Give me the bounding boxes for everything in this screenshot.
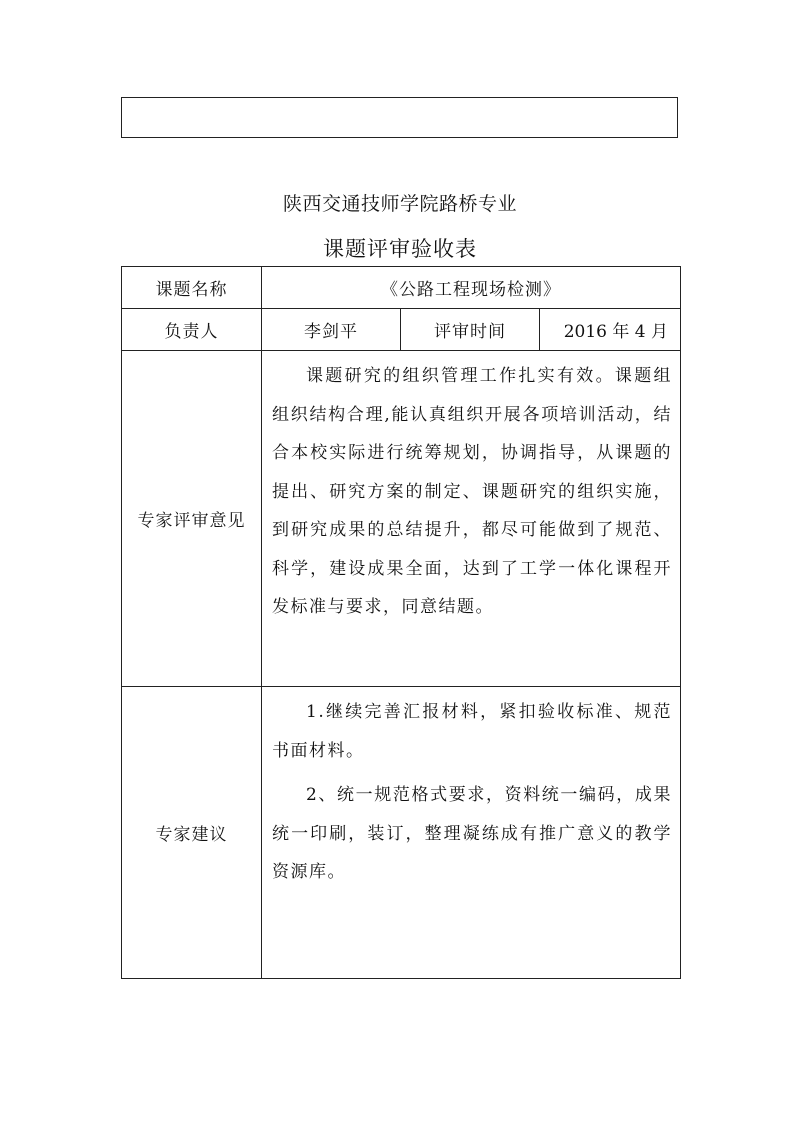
topic-label: 课题名称	[122, 267, 262, 309]
opinion-text: 课题研究的组织管理工作扎实有效。课题组组织结构合理,能认真组织开展各项培训活动，结合本校实际进行统筹规划，协调指导，从课题的提出、研究方案的制定、课题研究的组织实施，到研究成果的总结提升，都尽可能做到了规范、科学，建设成果全面，达到了工学一体化课程开发标准与要求，同意结题。	[272, 366, 673, 617]
advice-row	[122, 687, 681, 979]
lead-value: 李剑平	[262, 309, 401, 351]
lead-row	[122, 309, 681, 351]
form-title: 课题评审验收表	[323, 237, 477, 261]
advice-cell	[262, 687, 681, 979]
top-empty-box	[121, 97, 678, 138]
advice-item-1: 1.继续完善汇报材料，紧扣验收标准、规范书面材料。	[272, 702, 673, 761]
advice-item-2: 2、统一规范格式要求，资料统一编码，成果统一印刷，装订，整理凝练成有推广意义的教学资源库。	[272, 785, 673, 882]
advice-label: 专家建议	[122, 687, 262, 979]
topic-row	[122, 267, 681, 309]
topic-value: 《公路工程现场检测》	[262, 267, 681, 309]
opinion-label: 专家评审意见	[122, 351, 262, 687]
opinion-cell	[262, 351, 681, 687]
review-time-label: 评审时间	[401, 309, 540, 351]
review-time-value: 2016 年 4 月	[540, 309, 681, 351]
lead-label: 负责人	[122, 309, 262, 351]
review-form-table	[121, 266, 681, 979]
school-heading: 陕西交通技师学院路桥专业	[282, 193, 517, 215]
opinion-row	[122, 351, 681, 687]
